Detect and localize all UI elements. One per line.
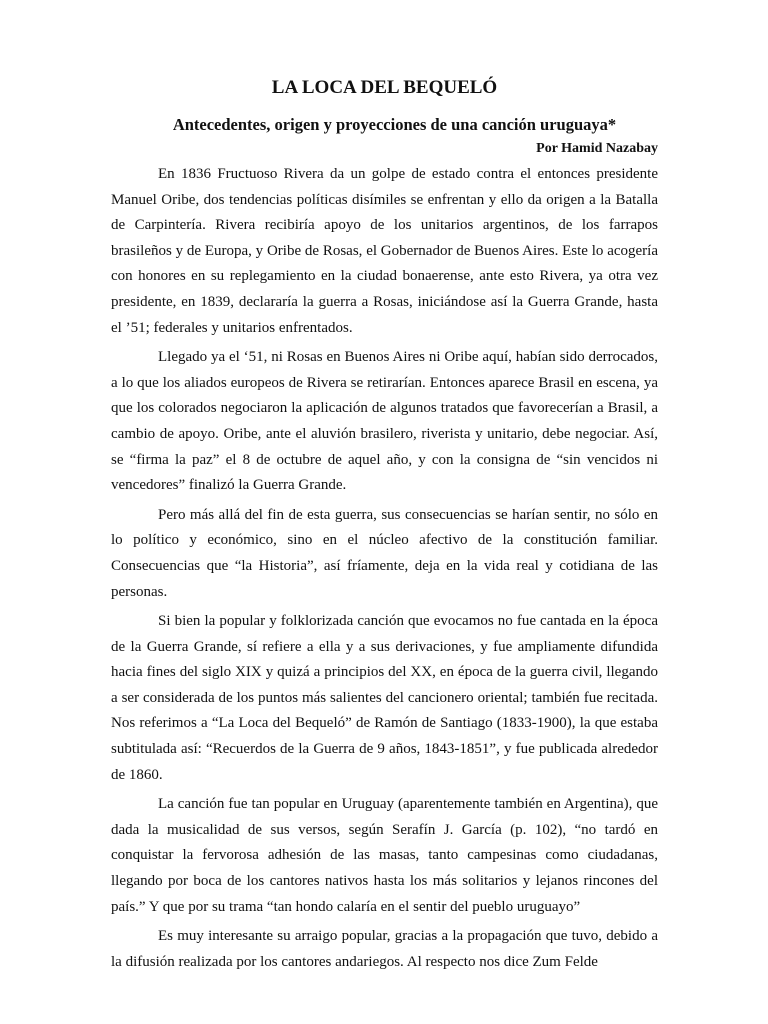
- author-byline: Por Hamid Nazabay: [536, 141, 658, 156]
- paragraph: Llegado ya el ‘51, ni Rosas en Buenos Aires ni Oribe aquí, habían sido derrocados, a lo que los aliados europeos de Rivera se retirarían. Entonces aparece Brasil en escena, ya que los colorados negociaron la aplicación de algunos tratados que favorecerían a Brasil, a cambio de apoyo. Oribe, ante el aluvión brasilero, riverista y unitario, debe negociar. Así, se “firma la paz” el 8 de octubre de aquel año, y con la consigna de “sin vencidos ni vencedores” finalizó la Guerra Grande.: [111, 349, 658, 494]
- paragraph: La canción fue tan popular en Uruguay (aparentemente también en Argentina), que dada la musicalidad de sus versos, según Serafín J. García (p. 102), “no tardó en conquistar la fervorosa adhesión de las masas, tanto campesinas como ciudadanas, llegando por boca de los cantores nativos hasta los más solitarios y lejanos rincones del país.” Y que por su trama “tan hondo calaría en el sentir del pueblo uruguayo”: [111, 796, 658, 915]
- paragraph: Si bien la popular y folklorizada canción que evocamos no fue cantada en la época de la Guerra Grande, sí refiere a ella y a sus derivaciones, y fue ampliamente difundida hacia fines del siglo XIX y quizá a principios del XX, en época de la guerra civil, llegando a ser considerada de los puntos más salientes del cancionero oriental; también fue recitada. Nos referimos a “La Loca del Bequeló” de Ramón de Santiago (1833-1900), la que estaba subtitulada así: “Recuerdos de la Guerra de 9 años, 1843-1851”, y fue publicada alrededor de 1860.: [111, 613, 658, 783]
- document-subtitle: Antecedentes, origen y proyecciones de una canción uruguaya*: [172, 115, 617, 134]
- paragraph: En 1836 Fructuoso Rivera da un golpe de estado contra el entonces presidente Manuel Oribe, dos tendencias políticas disímiles se enfrentan y ello da origen a la Batalla de Carpintería. Rivera recibiría apoyo de los unitarios argentinos, de los farrapos brasileños y de Europa, y Oribe de Rosas, el Gobernador de Buenos Aires. Este lo acogería con honores en su replegamiento en la ciudad bonaerense, ante esto Rivera, ya otra vez presidente, en 1839, declararía la guerra a Rosas, iniciándose así la Guerra Grande, hasta el ’51; federales y unitarios enfrentados.: [111, 166, 658, 336]
- document-page: [111, 70, 658, 979]
- paragraph: Es muy interesante su arraigo popular, gracias a la propagación que tuvo, debido a la difusión realizada por los cantores andariegos. Al respecto nos dice Zum Felde: [111, 928, 658, 970]
- document-title: LA LOCA DEL BEQUELÓ: [271, 77, 498, 98]
- paragraph: Pero más allá del fin de esta guerra, sus consecuencias se harían sentir, no sólo en lo político y económico, sino en el núcleo afectivo de la constitución familiar. Consecuencias que “la Historia”, así fríamente, deja en la vida real y cotidiana de las personas.: [111, 506, 658, 600]
